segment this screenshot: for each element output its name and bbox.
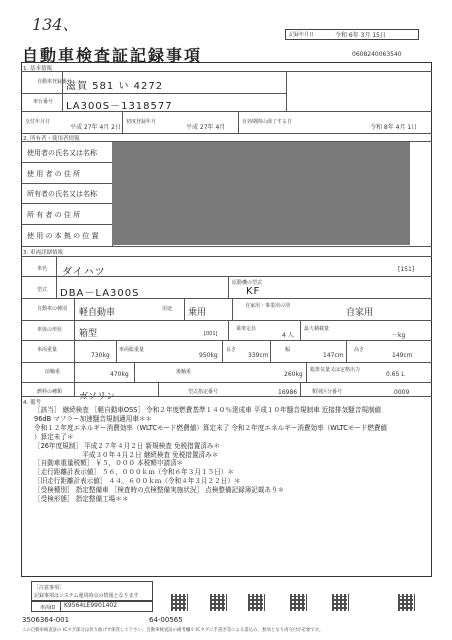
private-label: 自家用・事業用の別	[245, 303, 291, 309]
section-owner: 2. 所有者・使用者情報	[23, 136, 80, 142]
vehicle-id: K9564LE9901402	[64, 602, 118, 609]
remark-line: ［受検形態］ 指定整備工場＊＊	[34, 495, 129, 504]
maker-code: [151]	[398, 266, 415, 273]
rear-axle-label: 後軸重	[176, 369, 192, 375]
engine: KF	[246, 286, 261, 297]
max-load-label: 最大積載量	[304, 326, 330, 332]
section-vehicle: 3. 車両詳細情報	[23, 250, 63, 256]
first-reg: 平成 27年 4月	[186, 124, 226, 131]
displacement-label: 総排気量又は定格出力	[310, 367, 361, 373]
use: 乗用	[188, 308, 207, 318]
displacement: 0.65 L	[386, 371, 405, 378]
redaction-block	[112, 142, 410, 245]
page-title: 自動車検査証記録事項	[22, 46, 203, 65]
bottom-note: この自動車検査証の ICタグ部分は折り曲げず保管して下さい。自動車検査証の備考欄や ICタグに手書き等による書込み、無効となり再交付が必要です。	[22, 628, 324, 633]
model-label: 型式	[37, 287, 48, 293]
type-cert-label: 型式指定番号	[188, 389, 219, 395]
issue-date: 平成 27年 4月 2日	[70, 124, 121, 131]
owner-row-base-location: 使 用 の 本 拠 の 位 置	[27, 232, 99, 240]
capacity: 4 人	[282, 332, 294, 339]
remarks-block	[34, 406, 387, 504]
remark-line: 令和１２年度エネルギー消費効率（WLTCモード燃費値）算定未了 令和２年度エネルギー消費効率（WLTCモード燃費値	[34, 423, 388, 432]
body-code: [001]	[204, 331, 218, 337]
width-label: 幅	[285, 347, 291, 353]
qr-code-icon	[171, 594, 188, 611]
model: DBA－LA300S	[60, 288, 140, 299]
record-date-label: 記録年月日	[289, 32, 315, 38]
remark-line: ）算定未了＊	[34, 432, 74, 441]
code-right: 64-00565	[149, 616, 183, 624]
kind-label: 自動車の種別	[37, 306, 68, 312]
length: 339cm	[248, 352, 269, 359]
reg-number-label: 自動車登録番号	[37, 79, 73, 85]
remark-line: ［受検種別］ 指定整備車 ［検査時の点検整備実施状況］ 点検整備記録簿記載あり＊	[34, 486, 285, 495]
vehicle-id-label: 車両ID	[40, 605, 56, 611]
weight: 730kg	[91, 352, 110, 359]
category-label: 類別区分番号	[312, 389, 343, 395]
chassis-label: 車台番号	[33, 99, 54, 105]
chassis-number: LA300S－1318577	[66, 101, 173, 112]
body: 箱型	[79, 329, 98, 339]
notice-text: 記録事項はシステム運用時点の情報となります	[34, 593, 139, 599]
issue-date-label: 交付年月日	[25, 119, 51, 125]
record-date: 令和 6年 3月 15日	[335, 32, 386, 39]
weight-label: 車両重量	[37, 347, 58, 353]
body-label: 車体の形状	[37, 327, 63, 333]
maker: ダイハツ	[62, 267, 106, 278]
owner-row-user-address: 使 用 者 の 住 所	[27, 170, 81, 178]
handwritten-number: 134、	[32, 15, 79, 34]
kind: 軽自動車	[79, 308, 116, 318]
fuel: ガソリン	[79, 392, 116, 402]
category: 0009	[394, 389, 410, 396]
use-label: 用途	[162, 306, 173, 312]
notice-title: ［注意事項］	[34, 585, 65, 591]
private: 自家用	[346, 308, 374, 318]
owner-row-owner-address: 所 有 者 の 住 所	[27, 211, 81, 219]
qr-code-icon	[290, 594, 307, 611]
doc-number: 0608240063540	[352, 51, 402, 58]
height: 149cm	[392, 352, 413, 359]
qr-code-icon	[332, 594, 349, 611]
qr-code-icon	[398, 594, 415, 611]
code-left: 3506364-001	[22, 616, 70, 624]
qr-code-icon	[210, 594, 227, 611]
length-label: 長さ	[226, 347, 237, 353]
height-label: 高さ	[354, 347, 365, 353]
maker-label: 車名	[37, 266, 48, 272]
expiry-label: 有効期間の満了する日	[242, 119, 293, 125]
qr-code-icon	[248, 594, 265, 611]
remark-line: ［旧走行距離計表示値］ ４４，６００ｋｍ（令和４年３月２２日）＊	[34, 477, 241, 486]
width: 147cm	[323, 352, 344, 359]
section-basic: 1. 基本情報	[23, 66, 52, 72]
owner-row-user-name: 使用者の氏名又は名称	[27, 149, 97, 157]
remark-line: ［該当］ 継続検査 ［軽自動車OSS］ 令和２年度燃費基準１４０％達成車 平成１０年騒音規制車 近接排気騒音規制値	[34, 406, 382, 414]
remark-line: ［自動車重量税額］ ￥５，０００ 本税額申請済＊	[34, 459, 184, 468]
capacity-label: 乗車定員	[236, 326, 257, 332]
engine-label: 原動機の型式	[232, 280, 263, 286]
gross: 950kg	[199, 352, 218, 359]
expiry-date: 令和 8年 4月 1日	[370, 124, 418, 131]
first-reg-label: 初度登録年月	[126, 119, 157, 125]
fuel-label: 燃料の種類	[37, 389, 63, 395]
front-axle: 470kg	[110, 371, 129, 378]
reg-number: 滋賀 581 い 4272	[66, 81, 164, 92]
rear-axle: 260kg	[284, 371, 303, 378]
remark-line: ［走行距離計表示値］ ５６，０００ｋｍ（令和６年３月１５日）＊	[34, 468, 234, 477]
section-remarks: 4. 備考	[23, 400, 41, 406]
max-load: －kg	[392, 332, 406, 339]
front-axle-label: 前軸重	[45, 369, 61, 375]
remark-line: 平成３０年４月２日 継続検査 免税措置済み＊	[34, 450, 219, 459]
gross-label: 車両総重量	[119, 347, 145, 353]
type-cert: 16986	[278, 389, 298, 396]
owner-row-owner-name: 所有者の氏名又は名称	[27, 190, 97, 198]
remark-line: ［26年度規制］ 平成２７年４月２日 新規検査 免税措置済み＊	[34, 441, 221, 450]
remark-line: 96dB マフラー加速騒音規制適用車＊＊	[34, 414, 153, 423]
